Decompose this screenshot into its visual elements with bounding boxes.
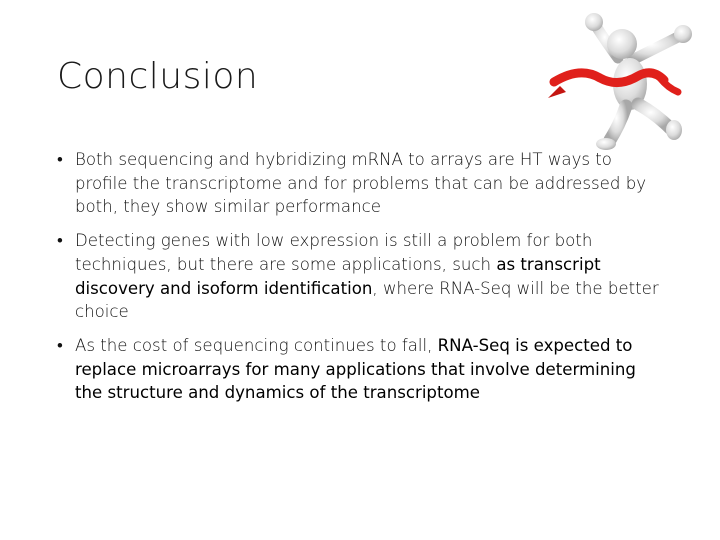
bullet-emphasis: RNA-Seq is expected to replace microarrays for many applications that involve determining the structure and dynamics of the transcriptome	[75, 335, 636, 403]
bullet-text: , where RNA-Seq will be the better choice	[75, 278, 659, 322]
bullet-dot: •	[57, 150, 63, 169]
bullet-item	[57, 148, 667, 219]
bullet-text: Both sequencing and hybridizing mRNA to arrays are HT ways to profile the transcriptome and for problems that can be addressed by both, they show similar performance	[75, 150, 647, 217]
finish-line-figure-icon	[540, 6, 700, 156]
bullet-dot: •	[57, 335, 63, 355]
slide-title: Conclusion	[57, 56, 259, 97]
bullet-emphasis: as transcript discovery and isoform identification	[75, 254, 601, 298]
bullet-item	[57, 334, 667, 405]
bullet-list	[57, 148, 667, 415]
bullet-text: Detecting genes with low expression is still a problem for both techniques, but there are some applications, such	[75, 231, 593, 274]
bullet-dot: •	[57, 231, 63, 251]
bullet-item	[57, 229, 667, 324]
bullet-text: As the cost of sequencing continues to fall,	[75, 335, 438, 355]
